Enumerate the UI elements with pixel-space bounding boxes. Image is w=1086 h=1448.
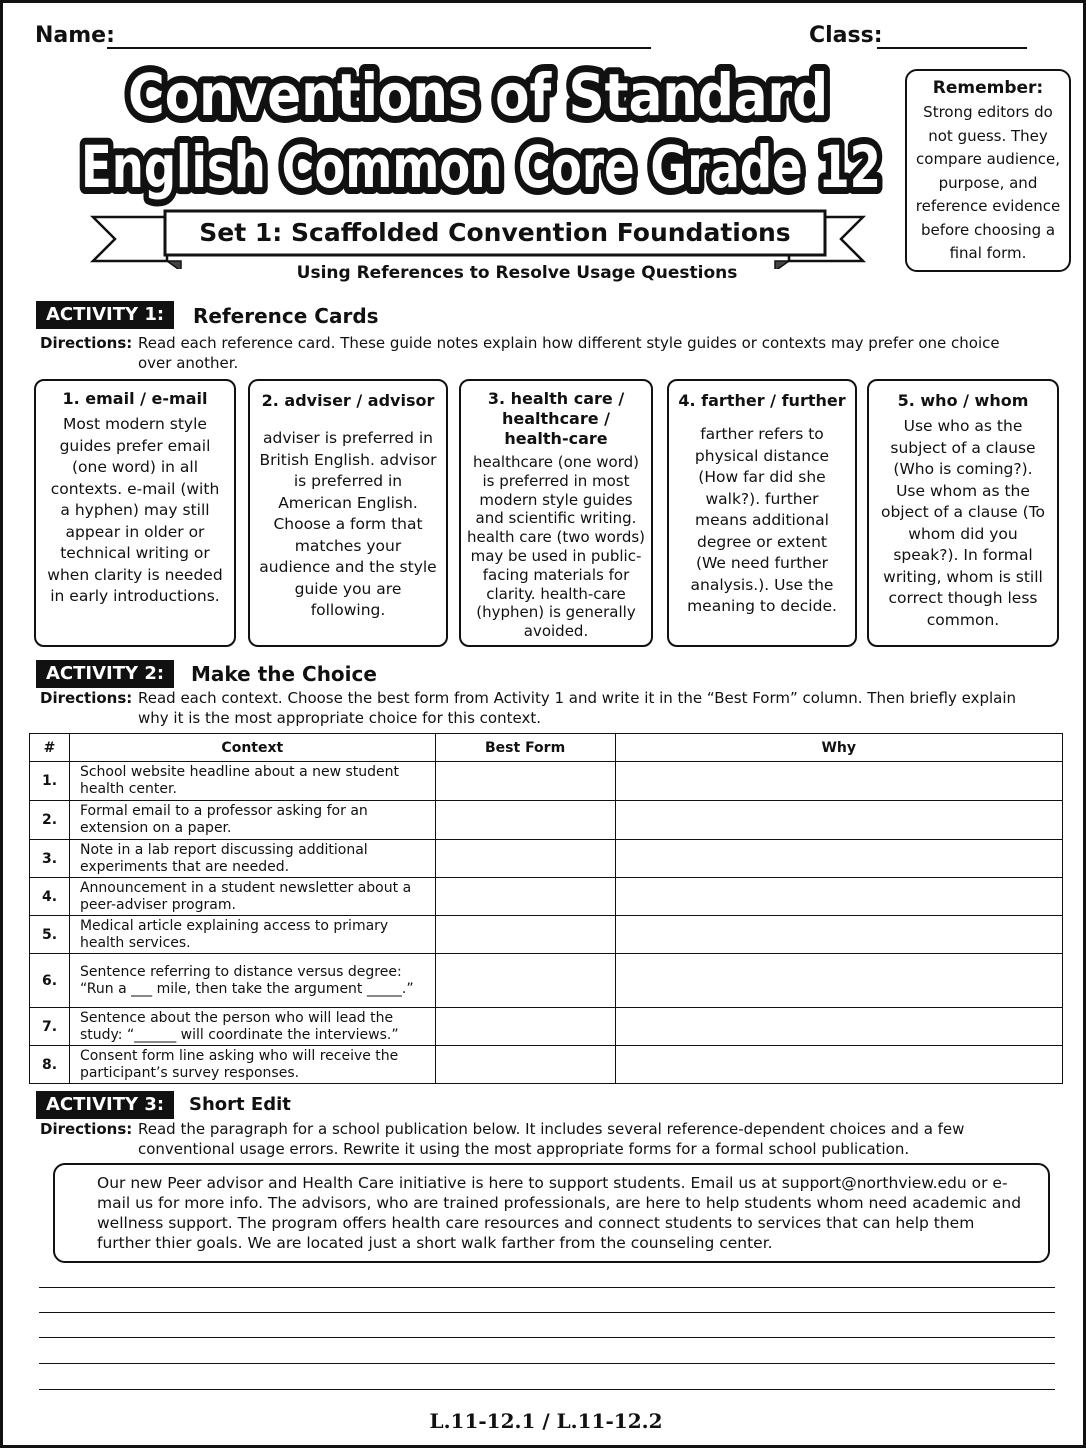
- choice-table: [29, 733, 1063, 1084]
- row-number: 5.: [30, 916, 70, 954]
- answer-line[interactable]: [39, 1337, 1055, 1338]
- card-body: adviser is preferred in British English. advisor is preferred in American English. Choose a form that matches your audience and the style guide you are following.: [259, 429, 437, 619]
- activity2-title: Make the Choice: [191, 662, 377, 686]
- title-line-1: Conventions of Standard: [128, 61, 828, 129]
- table-row: [30, 801, 1063, 840]
- name-input-line[interactable]: [107, 47, 651, 49]
- directions-text: Read the paragraph for a school publication below. It includes several reference-dependent choices and a few conventional usage errors. Rewrite it using the most appropriate forms for a formal school publication.: [138, 1120, 965, 1158]
- directions-label: Directions:: [40, 1120, 133, 1138]
- title-graphic: [63, 59, 893, 269]
- standards-footer: L.11-12.1 / L.11-12.2: [429, 1409, 663, 1433]
- row-context: Consent form line asking who will receive the participant’s survey responses.: [69, 1046, 435, 1084]
- reference-card-5: [867, 379, 1059, 647]
- directions-label: Directions:: [40, 689, 133, 707]
- column-header-context: Context: [69, 734, 435, 762]
- best-form-cell[interactable]: [435, 1046, 615, 1084]
- reference-card-1: [34, 379, 236, 647]
- why-cell[interactable]: [615, 801, 1063, 840]
- row-context: Medical article explaining access to primary health services.: [69, 916, 435, 954]
- card-body: healthcare (one word) is preferred in most modern style guides and scientific writing. health care (two words) may be used in public-facing materials for clarity. health-care (hyphen) is generally avoided.: [467, 453, 646, 641]
- answer-line[interactable]: [39, 1287, 1055, 1288]
- table-row: [30, 762, 1063, 801]
- table-row: [30, 954, 1063, 1008]
- best-form-cell[interactable]: [435, 954, 615, 1008]
- subtitle: Using References to Resolve Usage Questions: [296, 263, 738, 283]
- card-body: farther refers to physical distance (How far did she walk?). further means additional degree or extent (We need further analysis.). Use the meaning to decide.: [687, 425, 837, 615]
- best-form-cell[interactable]: [435, 801, 615, 840]
- directions-label: Directions:: [40, 334, 133, 352]
- class-label: Class:: [809, 23, 883, 48]
- row-number: 3.: [30, 840, 70, 878]
- activity3-directions: [40, 1119, 1040, 1159]
- answer-line[interactable]: [39, 1363, 1055, 1364]
- row-number: 2.: [30, 801, 70, 840]
- card-title: 3. health care / healthcare / health-care: [487, 389, 625, 448]
- directions-text: Read each context. Choose the best form from Activity 1 and write it in the “Best Form” column. Then briefly explain why it is the most appropriate choice for this context.: [138, 689, 1017, 727]
- table-header-row: [30, 734, 1063, 762]
- best-form-cell[interactable]: [435, 762, 615, 801]
- edit-paragraph-text: Our new Peer advisor and Health Care initiative is here to support students. Email us at support@northview.edu or e-mail us for more info. The advisors, who are trained professionals, are here to help students whom need academic and wellness support. The program offers health care resources and connect students to services that can help them further thier goals. We are located just a short walk farther from the counseling center.: [97, 1174, 1022, 1252]
- table-row: [30, 1046, 1063, 1084]
- banner-ribbon: [93, 211, 863, 269]
- reference-card-3: [459, 379, 653, 647]
- row-number: 4.: [30, 878, 70, 916]
- best-form-cell[interactable]: [435, 916, 615, 954]
- reference-card-2: [248, 379, 448, 647]
- answer-line[interactable]: [39, 1389, 1055, 1390]
- row-context: Announcement in a student newsletter about a peer-adviser program.: [69, 878, 435, 916]
- row-number: 7.: [30, 1008, 70, 1046]
- card-title: 1. email / e-mail: [62, 389, 208, 408]
- banner-text: Set 1: Scaffolded Convention Foundations: [199, 218, 791, 247]
- row-context: Sentence referring to distance versus degree: “Run a ___ mile, then take the argument _____.”: [69, 954, 435, 1008]
- best-form-cell[interactable]: [435, 840, 615, 878]
- row-context: Formal email to a professor asking for an extension on a paper.: [69, 801, 435, 840]
- why-cell[interactable]: [615, 954, 1063, 1008]
- column-header-why: Why: [615, 734, 1063, 762]
- answer-line[interactable]: [39, 1312, 1055, 1313]
- why-cell[interactable]: [615, 762, 1063, 801]
- row-number: 1.: [30, 762, 70, 801]
- table-row: [30, 916, 1063, 954]
- row-context: Note in a lab report discussing additional experiments that are needed.: [69, 840, 435, 878]
- activity2-badge: ACTIVITY 2:: [36, 660, 174, 688]
- name-label: Name:: [35, 23, 115, 48]
- card-body: Most modern style guides prefer email (one word) in all contexts. e-mail (with a hyphen) may still appear in older or technical writing or when clarity is needed in early introductions.: [47, 415, 223, 605]
- activity1-badge: ACTIVITY 1:: [36, 301, 174, 329]
- directions-text: Read each reference card. These guide notes explain how different style guides or contexts may prefer one choice over another.: [138, 334, 1000, 372]
- best-form-cell[interactable]: [435, 1008, 615, 1046]
- column-header-best-form: Best Form: [435, 734, 615, 762]
- remember-title: Remember:: [932, 78, 1044, 98]
- card-body: Use who as the subject of a clause (Who is coming?). Use whom as the object of a clause (To whom did you speak?). In formal writing, whom is still correct though less common.: [880, 417, 1046, 629]
- edit-paragraph-box: [53, 1163, 1050, 1263]
- activity1-directions: [40, 333, 1000, 373]
- activity2-directions: [40, 688, 1040, 728]
- why-cell[interactable]: [615, 1008, 1063, 1046]
- activity1-title: Reference Cards: [193, 304, 379, 328]
- why-cell[interactable]: [615, 1046, 1063, 1084]
- table-row: [30, 878, 1063, 916]
- table-row: [30, 840, 1063, 878]
- card-title: 2. adviser / advisor: [261, 391, 435, 410]
- row-context: School website headline about a new student health center.: [69, 762, 435, 801]
- why-cell[interactable]: [615, 840, 1063, 878]
- column-header-number: #: [30, 734, 70, 762]
- activity3-title: Short Edit: [189, 1094, 291, 1115]
- row-number: 8.: [30, 1046, 70, 1084]
- why-cell[interactable]: [615, 916, 1063, 954]
- why-cell[interactable]: [615, 878, 1063, 916]
- card-title: 5. who / whom: [897, 391, 1029, 410]
- remember-box: [905, 69, 1071, 272]
- row-number: 6.: [30, 954, 70, 1008]
- card-title: 4. farther / further: [678, 391, 846, 410]
- title-line-2: English Common Core Grade 12: [81, 133, 881, 201]
- reference-card-4: [667, 379, 857, 647]
- remember-text: Strong editors do not guess. They compare audience, purpose, and reference evidence before choosing a final form.: [915, 103, 1061, 262]
- table-row: [30, 1008, 1063, 1046]
- class-input-line[interactable]: [877, 47, 1027, 49]
- row-context: Sentence about the person who will lead the study: “______ will coordinate the interviews.”: [69, 1008, 435, 1046]
- best-form-cell[interactable]: [435, 878, 615, 916]
- activity3-badge: ACTIVITY 3:: [36, 1091, 174, 1119]
